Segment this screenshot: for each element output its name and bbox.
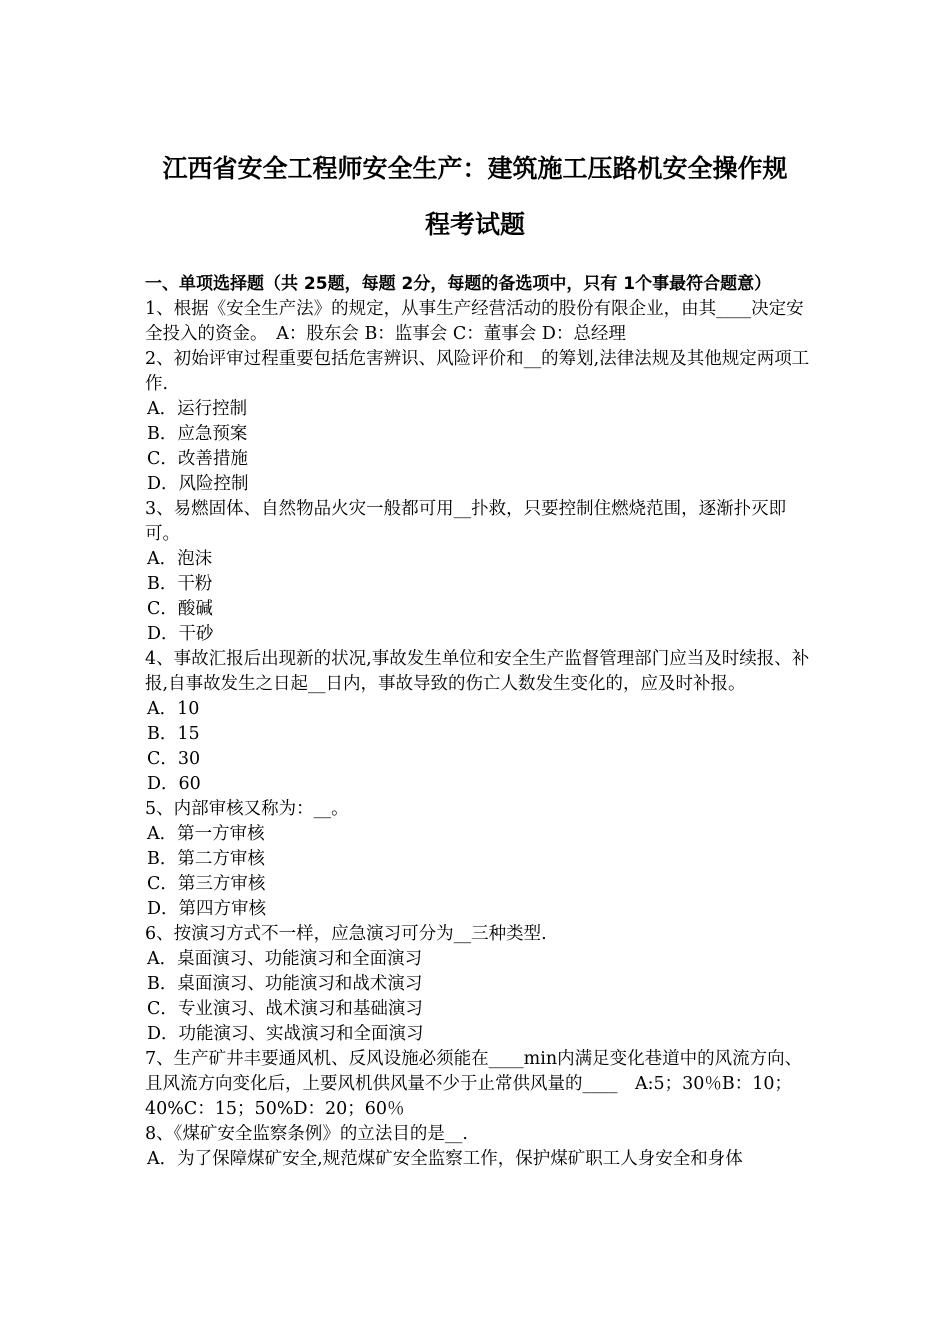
question-2 — [145, 347, 810, 497]
question-stem: 1、根据《安全生产法》的规定，从事生产经营活动的股份有限企业，由其____决定安全投入的资金。 A：股东会 B：监事会 C：董事会 D：总经理 — [145, 299, 804, 344]
question-stem: 6、按演习方式不一样，应急演习可分为__三种类型. — [145, 924, 547, 944]
option: B．应急预案 — [147, 424, 248, 444]
document-title — [140, 141, 810, 253]
question-8 — [145, 1122, 810, 1172]
option: C．改善措施 — [147, 449, 248, 469]
section-heading: 一、单项选择题（共 25题，每题 2分，每题的备选项中，只有 1个事最符合题意） — [145, 274, 772, 294]
question-5 — [145, 797, 810, 922]
title-line-2: 程考试题 — [424, 210, 525, 239]
option: C．酸碱 — [147, 599, 213, 619]
option: B．15 — [147, 724, 200, 744]
option: B．桌面演习、功能演习和战术演习 — [147, 974, 423, 994]
option: B．第二方审核 — [147, 849, 265, 869]
question-stem: 7、生产矿井丰要通风机、反风设施必须能在____min内满足变化巷道中的风流方向、且风流方向变化后，上要风机供风量不少于止常供风量的____ A:5；30％B：10；40%C：15；50%D：20；60％ — [145, 1049, 803, 1119]
question-stem: 2、初始评审过程重要包括危害辨识、风险评价和__的筹划,法律法规及其他规定两项工作. — [145, 349, 810, 394]
question-3 — [145, 497, 810, 647]
option: A．泡沫 — [147, 549, 213, 569]
option: C．30 — [147, 749, 201, 769]
question-stem: 3、易燃固体、自然物品火灾一般都可用__扑救，只要控制住燃烧范围，逐渐扑灭即可。 — [145, 499, 787, 544]
question-7 — [145, 1047, 810, 1122]
question-stem: 8、《煤矿安全监察条例》的立法目的是__. — [145, 1124, 468, 1144]
option: D．风险控制 — [147, 474, 249, 494]
question-stem: 4、事故汇报后出现新的状况,事故发生单位和安全生产监督管理部门应当及时续报、补报,自事故发生之日起__日内，事故导致的伤亡人数发生变化的，应及时补报。 — [145, 649, 810, 694]
question-1 — [145, 297, 810, 347]
option: D．功能演习、实战演习和全面演习 — [147, 1024, 424, 1044]
question-stem: 5、内部审核又称为：__。 — [145, 799, 349, 819]
question-6 — [145, 922, 810, 1047]
option: A．桌面演习、功能演习和全面演习 — [147, 949, 423, 969]
option: C．专业演习、战术演习和基础演习 — [147, 999, 423, 1019]
question-4 — [145, 647, 810, 797]
option: B．干粉 — [147, 574, 213, 594]
title-line-1: 江西省安全工程师安全生产：建筑施工压路机安全操作规 — [162, 154, 788, 183]
option: D．第四方审核 — [147, 899, 267, 919]
option: D．干砂 — [147, 624, 214, 644]
option: A．10 — [147, 699, 200, 719]
option: A．第一方审核 — [147, 824, 265, 844]
option: C．第三方审核 — [147, 874, 266, 894]
option: A．运行控制 — [147, 399, 248, 419]
document-body — [145, 272, 810, 1172]
option: D．60 — [147, 774, 201, 794]
option: A．为了保障煤矿安全,规范煤矿安全监察工作，保护煤矿职工人身安全和身体 — [147, 1149, 743, 1169]
